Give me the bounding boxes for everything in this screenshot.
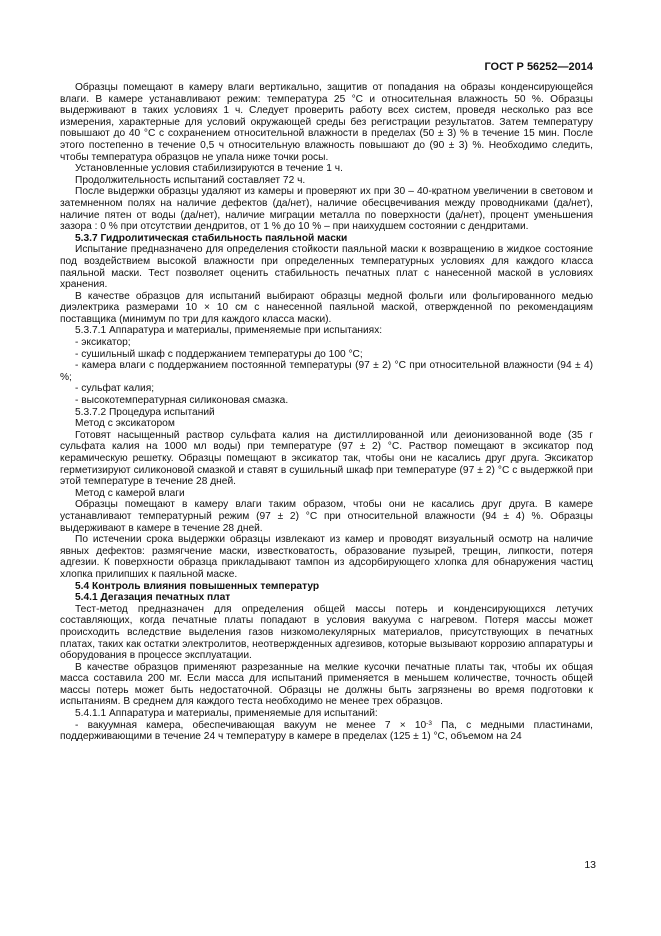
standard-number: ГОСТ Р 56252—2014 [484, 61, 593, 73]
paragraph: Метод с камерой влаги [75, 487, 185, 499]
paragraph: В качестве образцов для испытаний выбирают образцы медной фольги или фольгированного медью диэлектрика размерами 10 × 10 см с нанесенной паяльной маской, отвержденной по рекомендациям поставщика (минимум по три для каждого класса маски). [60, 290, 593, 325]
list-item: - камера влаги с поддержанием постоянной температуры (97 ± 2) °С при относительной влажности (94 ± 4) %; [60, 360, 593, 383]
list-item: - эксикатор; [75, 337, 131, 349]
paragraph: 5.3.7.1 Аппаратура и материалы, применяемые при испытаниях: [75, 325, 383, 337]
paragraph: Образцы помещают в камеру влаги таким образом, чтобы они не касались друг друга. В камере устанавливают температурный режим (97 ± 2) °С при относительной влажности (94 ± 4) %. Образцы выдерживают в камере в течение 28 дней. [60, 499, 593, 534]
list-item: - сульфат калия; [75, 383, 155, 395]
paragraph: Продолжительность испытаний составляет 72 ч. [75, 174, 306, 186]
text-run: - вакуумная камера, обеспечивающая вакуум не менее 7 × 10 [75, 719, 427, 731]
document-header [60, 62, 593, 74]
paragraph: По истечении срока выдержки образцы извлекают из камер и проводят визуальный осмотр на наличие явных дефектов: размягчение маски, известковатость, образование пузырей, трещин, липкости, потеря адгезии. К поверхности образца прикладывают тампон из адсорбирующего хлопка для обнаружения частиц хлопка прилипших к паяльной маске. [60, 534, 593, 580]
paragraph: После выдержки образцы удаляют из камеры и проверяют их при 30 – 40-кратном увеличении в световом и затемненном полях на наличие дефектов (да/нет), наличие обесцвечивания между проводниками (да/нет), наличие пятен от воды (да/нет), наличие миграции металла по поверхности (да/нет), процент уменьшения зазора : 0 % при отсутствии дендритов, от 1 % до 10 % – при наихудшем состоянии с дендритами. [60, 186, 593, 233]
list-item: - высокотемпературная силиконовая смазка. [75, 395, 289, 407]
subsection-heading: 5.4.1 Дегазация печатных плат [75, 592, 231, 604]
paragraph: Метод с эксикатором [75, 418, 175, 430]
section-heading: 5.4 Контроль влияния повышенных температур [75, 580, 320, 592]
exponent: -3 [426, 719, 432, 727]
paragraph: 5.4.1.1 Аппаратура и материалы, применяемые для испытаний: [75, 708, 378, 720]
paragraph: Образцы помещают в камеру влаги вертикально, защитив от попадания на образы конденсирующейся влаги. В камере устанавливают режим: температура 25 °С и относительная влажность 50 %. Образцы выдерживают в таких условиях 1 ч. Следует проверить работу всех систем, проведя несколько раз все измерения, характерные для условий окружающей среды без регистрации результатов. Затем температуру повышают до 40 °С с сохранением относительной влажности в пределах (50 ± 3) % в течение 15 мин. После этого постепенно в течение 0,5 ч относительную влажность повышают до (90 ± 3) %. Необходимо следить, чтобы температура образцов не упала ниже точки росы. [60, 82, 593, 163]
paragraph: В качестве образцов применяют разрезанные на мелкие кусочки печатные платы так, чтобы их общая масса составила 200 мг. Если масса для испытаний применяется в меньшем количестве, точность общей массы потерь может быть недостаточной. Образцы не должны быть загрязнены во время подготовки к испытаниям. В среднем для каждого теста необходимо не менее трех образцов. [60, 661, 593, 708]
paragraph: Установленные условия стабилизируются в течение 1 ч. [75, 163, 343, 175]
paragraph: Тест-метод предназначен для определения общей массы потерь и конденсирующихся летучих составляющих, когда печатные платы попадают в условия вакуума с нагревом. Потеря массы может происходить вследствие выделения газов низкомолекулярных материалов, присутствующих в печатных платах, таких как остатки электролитов, неотвержденных адгезивов, которые вызывают коррозию аппаратуры и оборудования в процессе эксплуатации. [60, 603, 593, 662]
list-item [60, 720, 593, 743]
paragraph: Готовят насыщенный раствор сульфата калия на дистиллированной или деионизованной воде (35 г сульфата калия на 1000 мл воды) при температуре (97 ± 2) °С. Раствор помещают в эксикатор под керамическую решетку. Образцы помещают в эксикатор так, чтобы они не касались друг друга. Эксикатор герметизируют силиконовой смазкой и ставят в сушильный шкаф при температуре (97 ± 2) °С с выдержкой при этой температуре в течение 28 дней. [60, 429, 593, 488]
list-item: - сушильный шкаф с поддержанием температуры до 100 °С; [75, 348, 363, 360]
paragraph: 5.3.7.2 Процедура испытаний [75, 406, 215, 418]
paragraph: Испытание предназначено для определения стойкости паяльной маски к возвращению в жидкое состояние под воздействием высокой влажности при определенных температурных условиях для каждого класса паяльной маски. Тест позволяет оценить стабильность печатных плат с нанесенной маской в условиях хранения. [60, 244, 593, 291]
section-heading: 5.3.7 Гидролитическая стабильность паяльной маски [75, 232, 348, 244]
page-number: 13 [584, 859, 596, 871]
text-run: Па, с медными пластинами, поддерживающими в течение 24 ч температуру в камере в пределах (125 ± 1) °С, объемом на 24 [60, 719, 593, 743]
page-body [60, 82, 593, 743]
